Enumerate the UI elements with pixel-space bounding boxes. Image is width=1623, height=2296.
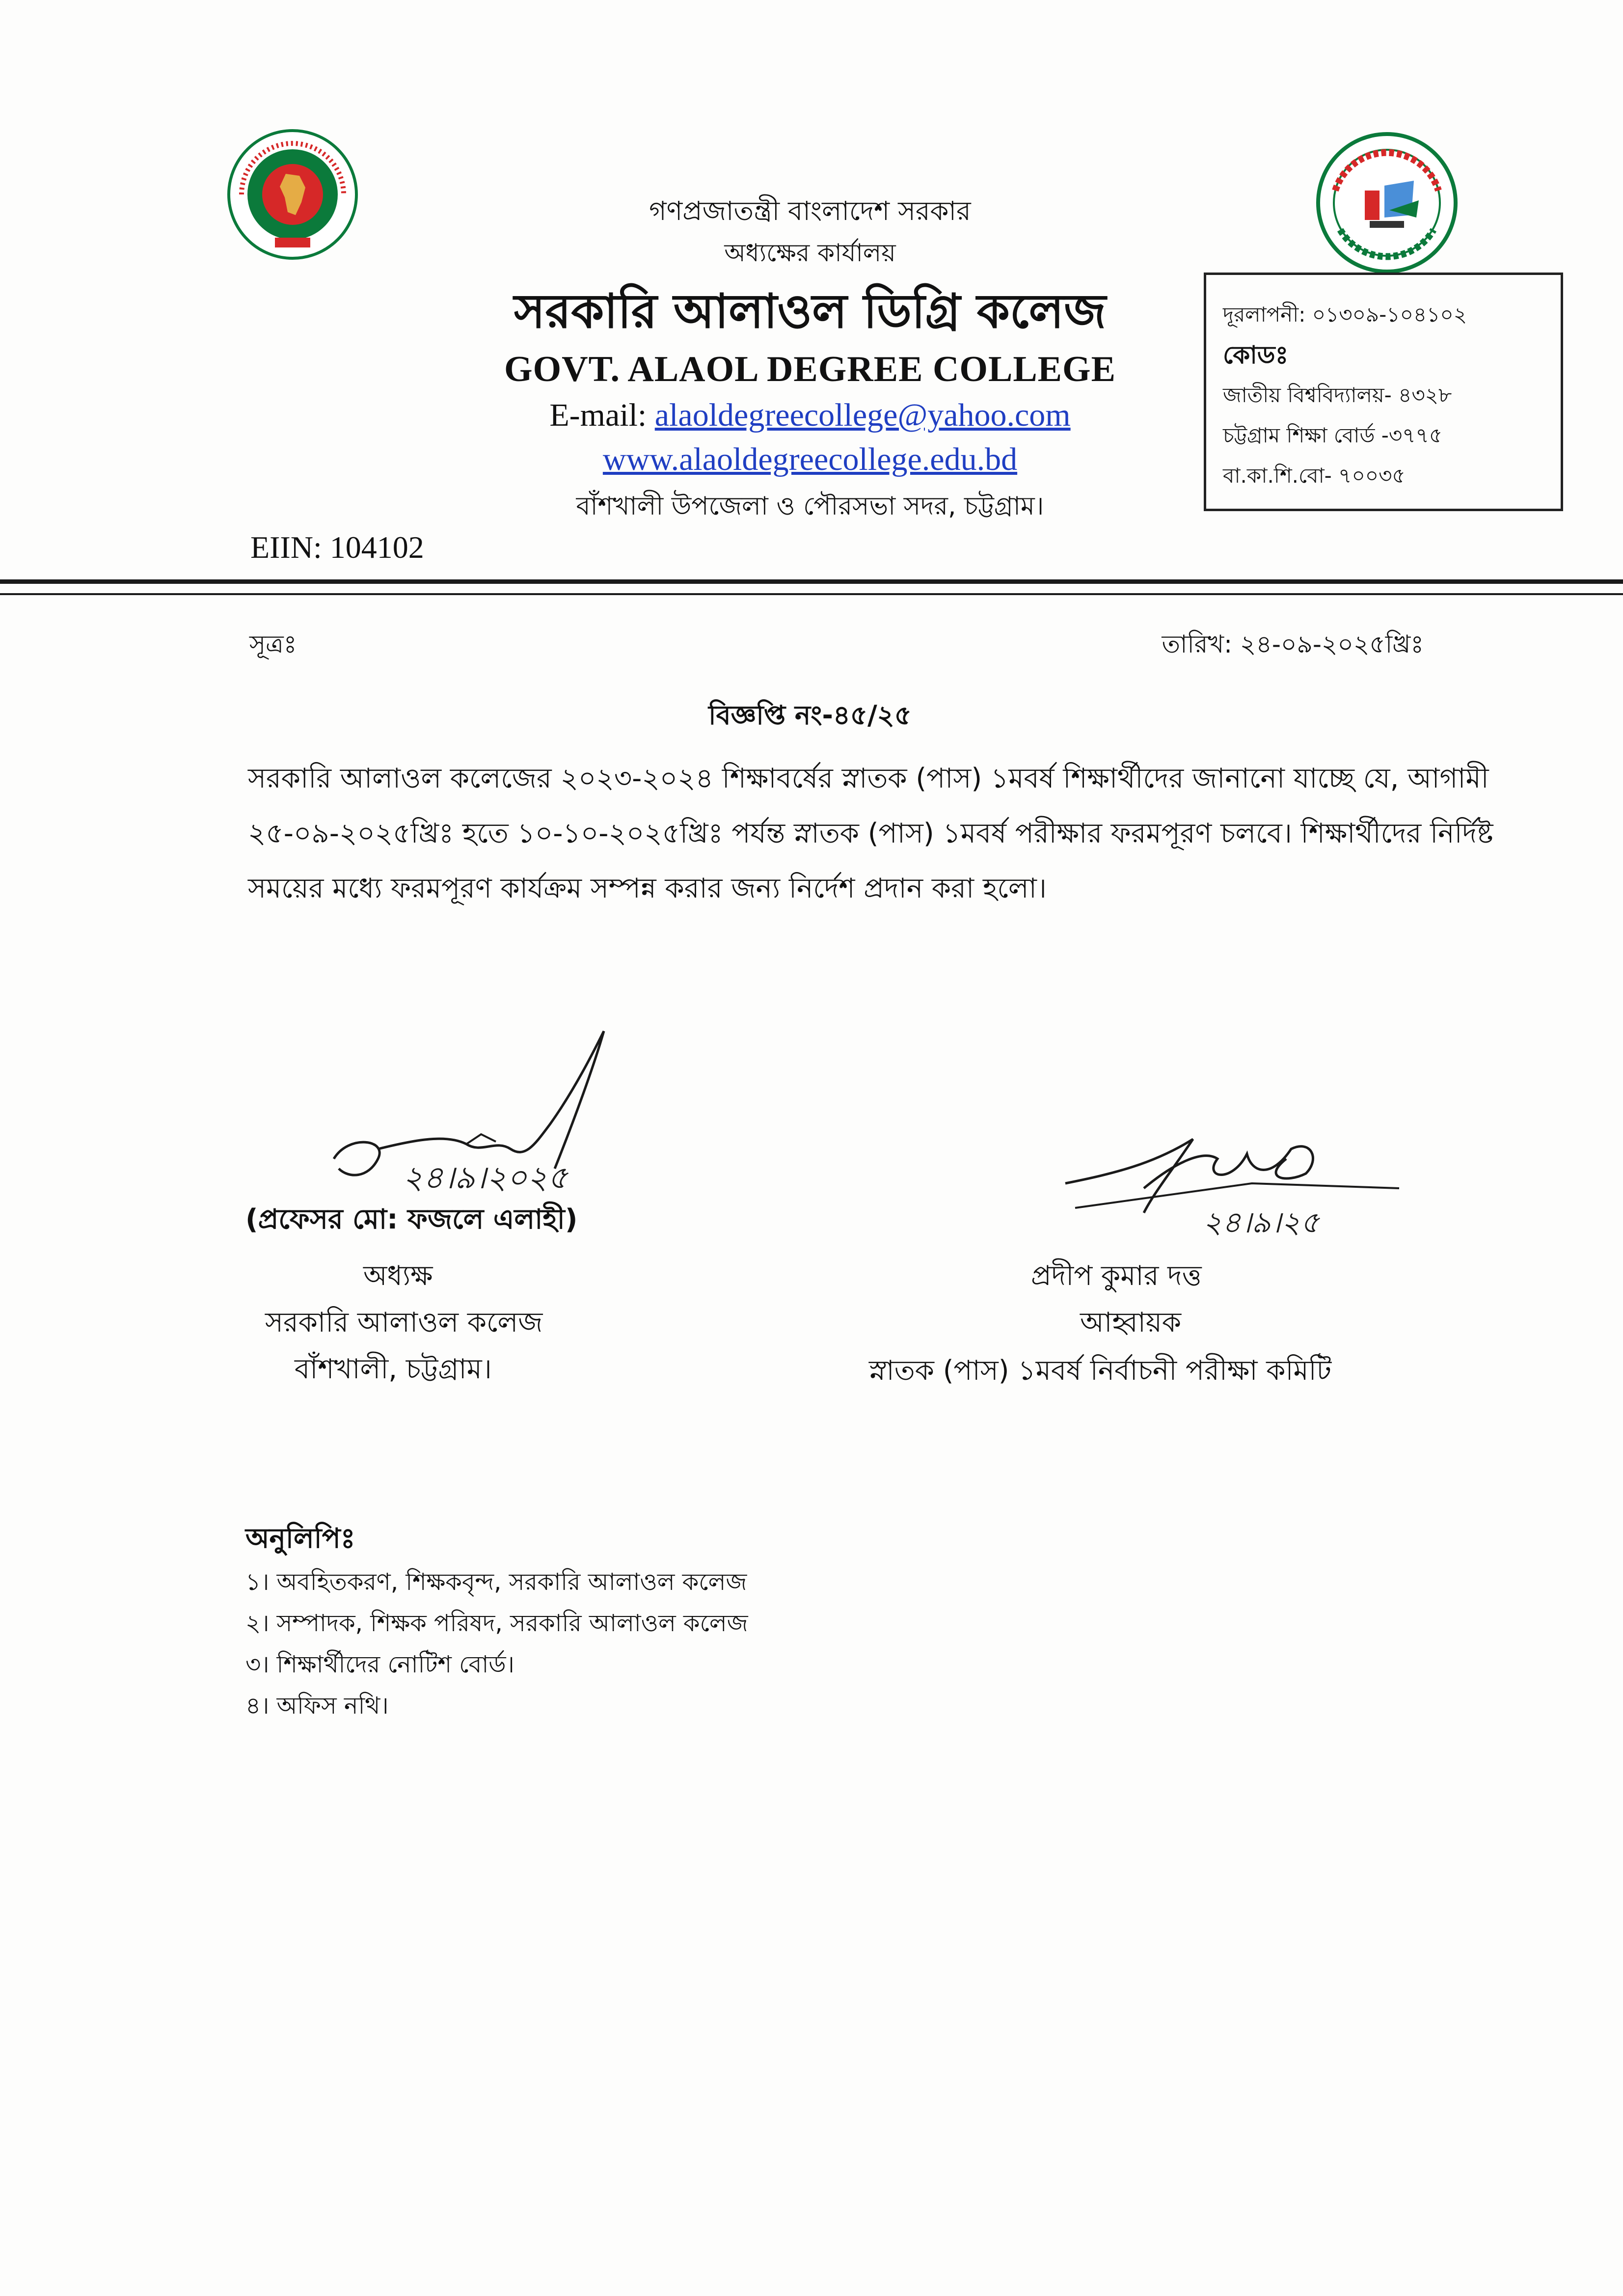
copy-item: ৪। অফিস নথি। (245, 1692, 389, 1720)
chattogram-board-code: চট্টগ্রাম শিক্ষা বোর্ড -৩৭৭৫ (1223, 423, 1443, 447)
college-address: বাঁশখালী উপজেলা ও পৌরসভা সদর, চট্টগ্রাম। (576, 492, 1044, 521)
reference-label: সূত্রঃ (249, 630, 297, 658)
principal-signature (319, 1021, 722, 1198)
bangladesh-government-seal (227, 129, 358, 260)
national-university-code: জাতীয় বিশ্ববিদ্যালয়- ৪৩২৮ (1223, 383, 1452, 407)
copy-item: ৩। শিক্ষার্থীদের নোটিশ বোর্ড। (245, 1651, 514, 1678)
notice-body: সরকারি আলাওল কলেজের ২০২৩-২০২৪ শিক্ষাবর্ষের স্নাতক (পাস) ১মবর্ষ শিক্ষার্থীদের জানানো যাচ্ছে যে, আগামী ২৫-০৯-২০২৫খ্রিঃ হতে ১০-১০-২০২৫খ্রিঃ পর্যন্ত স্নাতক (পাস) ১মবর্ষ পরীক্ষার ফরমপূরণ চলবে। শিক্ষার্থীদের নির্দিষ্ট সময়ের মধ্যে ফরমপূরণ কার্যক্রম সম্পন্ন করার জন্য নির্দেশ প্রদান করা হলো। (248, 763, 1493, 904)
copy-item: ২। সম্পাদক, শিক্ষক পরিষদ, সরকারি আলাওল কলেজ (245, 1610, 748, 1637)
office-name: অধ্যক্ষের কার্যালয় (724, 239, 896, 267)
email-link[interactable]: alaoldegreecollege@yahoo.com (654, 397, 1071, 433)
website-link[interactable]: www.alaoldegreecollege.edu.bd (602, 441, 1018, 477)
principal-signature-date: ২৪।৯।২০২৫ (403, 1160, 568, 1196)
convener-signature-date: ২৪।৯।২৫ (1203, 1205, 1320, 1240)
principal-title: অধ্যক্ষ (363, 1260, 433, 1292)
convener-title: আহ্বায়ক (1080, 1307, 1182, 1339)
principal-name: (প্রফেসর মো: ফজলে এলাহী) (245, 1203, 578, 1235)
header-divider-thin (0, 593, 1623, 595)
copies-heading: অনুলিপিঃ (245, 1523, 355, 1555)
convener-committee: স্নাতক (পাস) ১মবর্ষ নির্বাচনী পরীক্ষা কমিটি (869, 1355, 1332, 1387)
code-heading: কোডঃ (1223, 341, 1289, 369)
eiin-number: EIIN: 104102 (250, 530, 424, 565)
email-label: E-mail: (549, 397, 655, 433)
website-line (442, 441, 1178, 478)
bkshibo-code: বা.কা.শি.বো- ৭০০৩৫ (1223, 464, 1406, 488)
notice-number: বিজ্ঞপ্তি নং-৪৫/২৫ (708, 700, 912, 731)
college-name-english: GOVT. ALAOL DEGREE COLLEGE (504, 349, 1116, 389)
notice-date: তারিখ: ২৪-০৯-২০২৫খ্রিঃ (1162, 630, 1424, 658)
copies-list (245, 1561, 748, 1726)
contact-code-box (1204, 273, 1563, 511)
convener-name: প্রদীপ কুমার দত্ত (1031, 1260, 1202, 1292)
college-name-bangla: সরকারি আলাওল ডিগ্রি কলেজ (514, 284, 1106, 339)
copy-item: ১। অবহিতকরণ, শিক্ষকবৃন্দ, সরকারি আলাওল কলেজ (245, 1568, 747, 1596)
header-divider-thick (0, 579, 1623, 584)
phone-number: দূরলাপনী: ০১৩০৯-১০৪১০২ (1223, 302, 1467, 327)
government-name: গণপ্রজাতন্ত্রী বাংলাদেশ সরকার (649, 195, 971, 226)
convener-signature (1055, 1110, 1409, 1247)
college-seal (1316, 132, 1458, 274)
principal-place: বাঁশখালী, চট্টগ্রাম। (295, 1353, 492, 1385)
email-line (442, 397, 1178, 434)
principal-college: সরকারি আলাওল কলেজ (265, 1307, 543, 1339)
